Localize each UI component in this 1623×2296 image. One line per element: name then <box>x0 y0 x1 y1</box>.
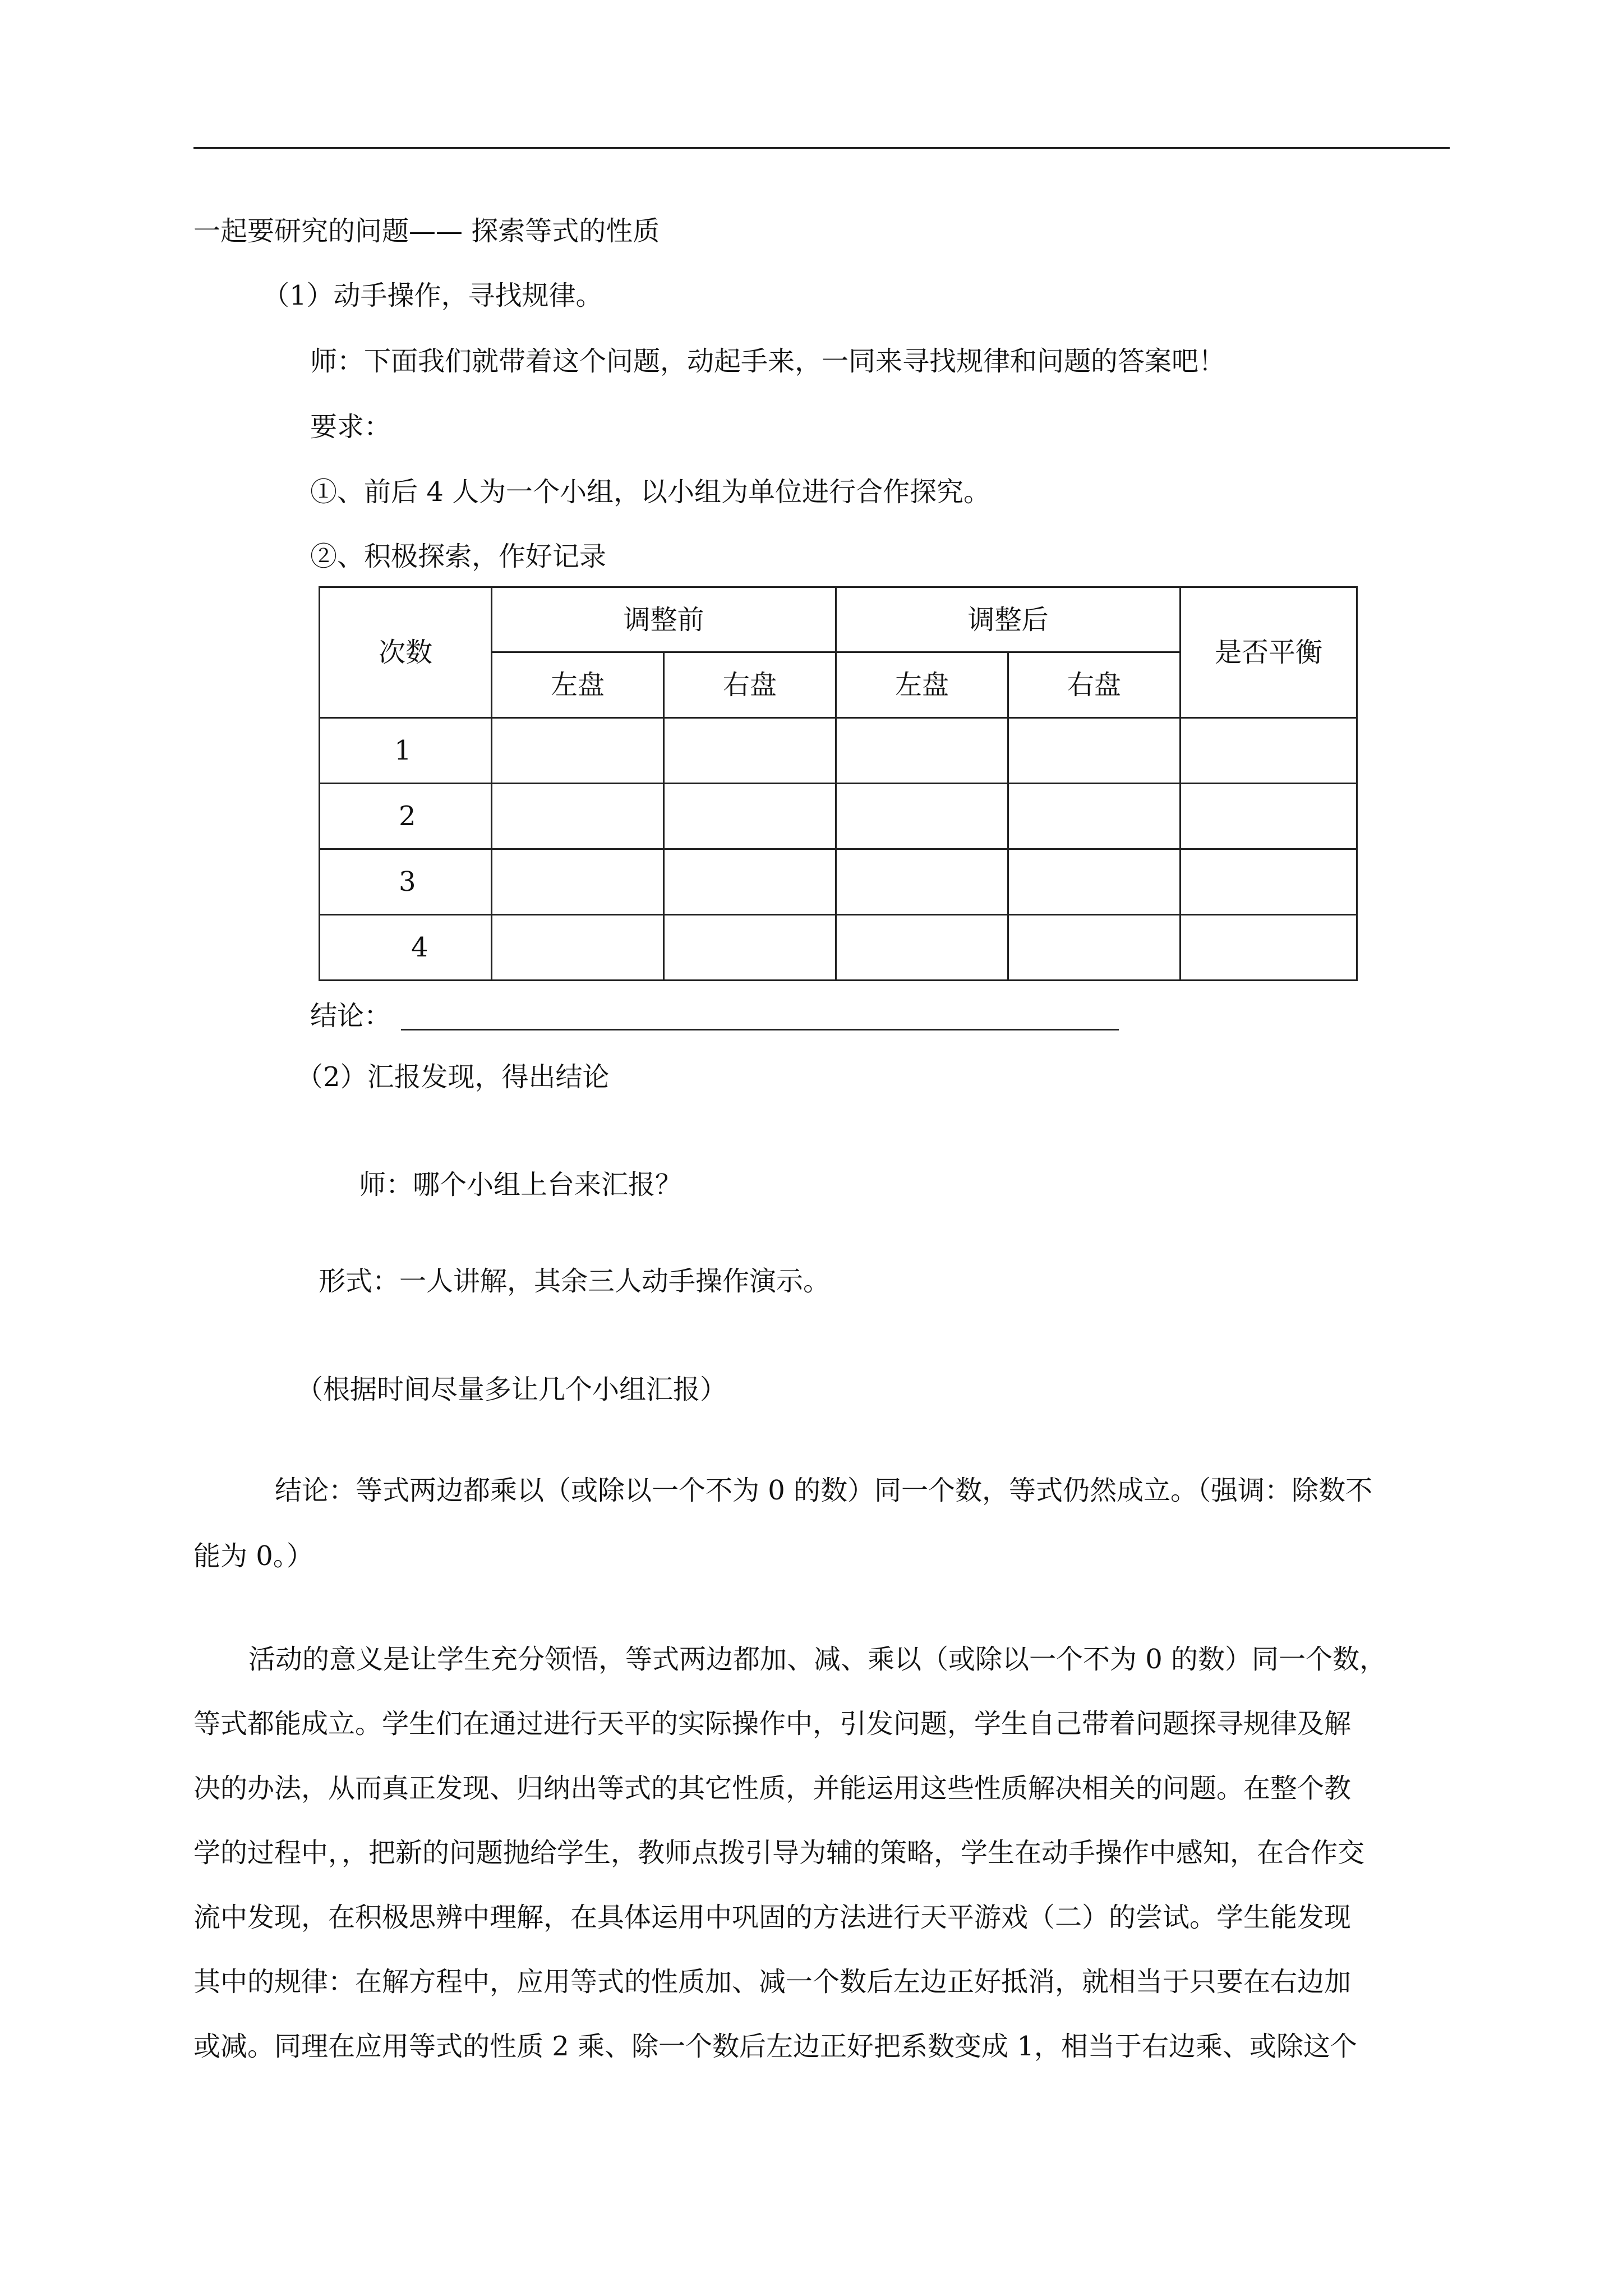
paragraph-line: 活动的意义是让学生充分领悟，等式两边都加、减、乘以（或除以一个不为 0 的数）同一个数， <box>248 1644 1387 1675</box>
section-heading: 一起要研究的问题—— 探索等式的性质 <box>193 215 660 247</box>
table-cell <box>836 915 1008 981</box>
row-number: 2 <box>320 784 492 849</box>
conclusion-line-1: 结论：等式两边都乘以（或除以一个不为 0 的数）同一个数，等式仍然成立。（强调：除数不 <box>275 1475 1373 1506</box>
paragraph-line: 等式都能成立。学生们在通过进行天平的实际操作中，引发问题，学生自己带着问题探寻规律及解 <box>193 1708 1352 1740</box>
paragraph-line: 或减。同理在应用等式的性质 2 乘、除一个数后左边正好把系数变成 1，相当于右边乘、或除这个 <box>193 2031 1357 2062</box>
row-number: 4 <box>320 915 492 981</box>
table-cell <box>1008 718 1181 784</box>
header-right-pan-before: 右盘 <box>664 652 836 718</box>
teacher-line-1: 师：下面我们就带着这个问题，动起手来，一同来寻找规律和问题的答案吧！ <box>310 346 1226 377</box>
requirement-2: ②、积极探索，作好记录 <box>310 541 607 572</box>
table-cell <box>1181 784 1357 849</box>
table-row <box>320 915 1357 981</box>
header-rule <box>193 147 1450 149</box>
table-cell <box>1008 915 1181 981</box>
step-1-heading: （1）动手操作，寻找规律。 <box>262 280 603 311</box>
teacher-line-2: 师：哪个小组上台来汇报？ <box>359 1169 683 1200</box>
table-cell <box>492 784 664 849</box>
table-cell <box>492 849 664 915</box>
header-times: 次数 <box>320 587 492 718</box>
paragraph-line: 流中发现，在积极思辨中理解，在具体运用中巩固的方法进行天平游戏（二）的尝试。学生能发现 <box>193 1902 1352 1933</box>
header-left-pan-after: 左盘 <box>836 652 1008 718</box>
header-before: 调整前 <box>492 587 836 652</box>
paragraph-line: 学的过程中，，把新的问题抛给学生，教师点拨引导为辅的策略，学生在动手操作中感知，在合作交 <box>193 1837 1365 1869</box>
header-after: 调整后 <box>836 587 1181 652</box>
table-cell <box>1181 718 1357 784</box>
header-right-pan-after: 右盘 <box>1008 652 1181 718</box>
paragraph-line: 其中的规律：在解方程中，应用等式的性质加、减一个数后左边正好抵消，就相当于只要在右边加 <box>193 1966 1352 1998</box>
conclusion-line-2: 能为 0。） <box>193 1540 313 1572</box>
table-cell <box>1181 915 1357 981</box>
header-left-pan-before: 左盘 <box>492 652 664 718</box>
requirements-label: 要求： <box>310 411 391 443</box>
table-cell <box>664 784 836 849</box>
table-cell <box>664 915 836 981</box>
header-balanced: 是否平衡 <box>1181 587 1357 718</box>
conclusion-answer-line <box>401 1029 1119 1030</box>
table-cell <box>492 915 664 981</box>
requirement-1: ①、前后 4 人为一个小组，以小组为单位进行合作探究。 <box>310 476 991 508</box>
table-cell <box>492 718 664 784</box>
table-cell <box>664 718 836 784</box>
paragraph-line: 决的办法，从而真正发现、归纳出等式的其它性质，并能运用这些性质解决相关的问题。在整个教 <box>193 1773 1352 1804</box>
table-cell <box>1008 784 1181 849</box>
report-note: （根据时间尽量多让几个小组汇报） <box>296 1374 727 1405</box>
table-cell <box>836 718 1008 784</box>
step-2-heading: （2）汇报发现，得出结论 <box>296 1061 610 1093</box>
table-cell <box>836 784 1008 849</box>
record-table <box>319 586 1358 981</box>
row-number: 1 <box>320 718 492 784</box>
conclusion-label: 结论： <box>310 1000 391 1032</box>
table-row <box>320 718 1357 784</box>
table-cell <box>664 849 836 915</box>
table-row <box>320 849 1357 915</box>
table-cell <box>1008 849 1181 915</box>
row-number: 3 <box>320 849 492 915</box>
table-cell <box>836 849 1008 915</box>
table-cell <box>1181 849 1357 915</box>
report-format: 形式：一人讲解，其余三人动手操作演示。 <box>319 1266 831 1297</box>
table-row <box>320 784 1357 849</box>
